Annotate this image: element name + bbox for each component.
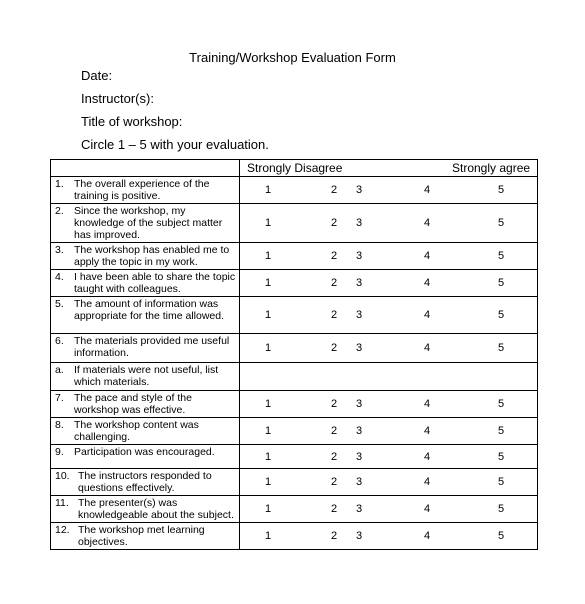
rating-option-5[interactable]: 5 [498,425,505,437]
evaluation-table [50,159,538,550]
question-cell [51,523,240,550]
rating-option-5[interactable]: 5 [498,530,505,542]
question-number: 2. [55,205,64,217]
rating-option-2[interactable]: 2 [331,450,338,463]
rating-option-3[interactable]: 3 [356,250,363,262]
question-cell [51,496,240,523]
rating-option-1[interactable]: 1 [265,503,272,515]
rating-option-3[interactable]: 3 [356,277,363,289]
strongly-disagree-label: Strongly Disagree [247,161,343,175]
rating-option-5[interactable]: 5 [498,450,505,463]
table-row [51,270,538,297]
table-row [51,445,538,469]
rating-option-4[interactable]: 4 [424,342,431,354]
question-number: 9. [55,446,64,458]
header-scale-cell [240,160,538,177]
rating-option-4[interactable]: 4 [424,184,431,196]
rating-option-3[interactable]: 3 [356,309,363,321]
question-cell [51,270,240,297]
table-row [51,418,538,445]
rating-cell[interactable] [240,243,538,270]
table-row [51,363,538,391]
rating-option-4[interactable]: 4 [424,250,431,262]
question-text: The presenter(s) was knowledgeable about the subject. [78,497,234,521]
rating-option-1[interactable]: 1 [265,425,272,437]
rating-cell[interactable] [240,523,538,550]
rating-cell[interactable] [240,496,538,523]
rating-cell[interactable] [240,270,538,297]
rating-option-3[interactable]: 3 [356,503,363,515]
rating-option-5[interactable]: 5 [498,184,505,196]
rating-option-4[interactable]: 4 [424,277,431,289]
rating-option-1[interactable]: 1 [265,530,272,542]
rating-option-2[interactable]: 2 [331,342,338,354]
table-row [51,243,538,270]
table-row [51,496,538,523]
rating-option-1[interactable]: 1 [265,250,272,262]
question-text: The overall experience of the training is positive. [74,178,210,202]
rating-option-3[interactable]: 3 [356,476,363,488]
rating-option-4[interactable]: 4 [424,530,431,542]
rating-option-3[interactable]: 3 [356,184,363,196]
rating-cell[interactable] [240,297,538,334]
question-number: 6. [55,335,64,347]
question-number: 7. [55,392,64,404]
question-cell [51,243,240,270]
rating-cell[interactable] [240,391,538,418]
question-cell [51,391,240,418]
question-number: 11. [55,497,69,509]
instruction-text: Circle 1 – 5 with your evaluation. [81,137,269,152]
question-cell [51,469,240,496]
header-blank-cell [51,160,240,177]
rating-option-5[interactable]: 5 [498,277,505,289]
question-cell [51,418,240,445]
rating-cell[interactable] [240,204,538,243]
rating-option-2[interactable]: 2 [331,530,338,542]
question-text: The materials provided me useful information. [74,335,230,359]
table-row [51,204,538,243]
question-cell [51,363,240,391]
rating-option-3[interactable]: 3 [356,398,363,410]
rating-option-2[interactable]: 2 [331,184,338,196]
rating-option-2[interactable]: 2 [331,425,338,437]
question-number: 4. [55,271,64,283]
rating-option-1[interactable]: 1 [265,217,272,229]
rating-option-1[interactable]: 1 [265,309,272,321]
rating-option-5[interactable]: 5 [498,217,505,229]
instructor-label: Instructor(s): [81,91,154,106]
question-text: The workshop content was challenging. [74,419,199,443]
table-row [51,297,538,334]
question-text: If materials were not useful, list which materials. [74,364,219,388]
question-number: 5. [55,298,64,310]
table-row [51,469,538,496]
rating-option-5[interactable]: 5 [498,398,505,410]
question-number: 3. [55,244,64,256]
rating-option-4[interactable]: 4 [424,503,431,515]
rating-option-2[interactable]: 2 [331,476,338,488]
rating-option-3[interactable]: 3 [356,450,363,463]
table-row [51,523,538,550]
question-text: Participation was encouraged. [74,446,215,458]
rating-option-5[interactable]: 5 [498,250,505,262]
question-cell [51,445,240,469]
rating-option-4[interactable]: 4 [424,450,431,463]
rating-option-2[interactable]: 2 [331,277,338,289]
question-text: The amount of information was appropriate for the time allowed. [74,298,224,322]
workshop-title-label: Title of workshop: [81,114,183,129]
rating-option-3[interactable]: 3 [356,342,363,354]
rating-option-4[interactable]: 4 [424,398,431,410]
rating-option-1[interactable]: 1 [265,476,272,488]
form-title: Training/Workshop Evaluation Form [189,50,396,65]
rating-option-5[interactable]: 5 [498,309,505,321]
table-header-row [51,160,538,177]
rating-option-5[interactable]: 5 [498,476,505,488]
rating-cell[interactable] [240,177,538,204]
rating-option-1[interactable]: 1 [265,342,272,354]
rating-option-3[interactable]: 3 [356,425,363,437]
rating-option-4[interactable]: 4 [424,309,431,321]
question-number: 1. [55,178,64,190]
rating-option-1[interactable]: 1 [265,450,272,463]
rating-cell[interactable] [240,334,538,363]
question-cell [51,204,240,243]
rating-cell [240,363,538,391]
table-row [51,391,538,418]
rating-option-2[interactable]: 2 [331,503,338,515]
question-cell [51,177,240,204]
rating-option-5[interactable]: 5 [498,342,505,354]
question-text: The instructors responded to questions effectively. [78,470,212,494]
question-text: The workshop has enabled me to apply the topic in my work. [74,244,230,268]
rating-option-1[interactable]: 1 [265,184,272,196]
rating-option-3[interactable]: 3 [356,217,363,229]
date-label: Date: [81,68,113,83]
rating-option-1[interactable]: 1 [265,398,272,410]
question-text: The pace and style of the workshop was effective. [74,392,192,416]
question-number: 12. [55,524,70,536]
question-number: a. [55,364,64,376]
rating-option-4[interactable]: 4 [424,476,431,488]
table-row [51,177,538,204]
question-text: The workshop met learning objectives. [78,524,205,548]
question-cell [51,297,240,334]
rating-option-2[interactable]: 2 [331,217,338,229]
table-row [51,334,538,363]
rating-cell[interactable] [240,418,538,445]
rating-cell[interactable] [240,469,538,496]
question-number: 8. [55,419,64,431]
question-cell [51,334,240,363]
rating-option-1[interactable]: 1 [265,277,272,289]
strongly-agree-label: Strongly agree [452,161,531,175]
rating-option-2[interactable]: 2 [331,309,338,321]
rating-option-5[interactable]: 5 [498,503,505,515]
rating-option-4[interactable]: 4 [424,425,431,437]
question-text: Since the workshop, my knowledge of the subject matter has improved. [74,205,223,241]
rating-option-2[interactable]: 2 [331,250,338,262]
question-number: 10. [55,470,70,482]
rating-option-2[interactable]: 2 [331,398,338,410]
rating-cell[interactable] [240,445,538,469]
rating-option-4[interactable]: 4 [424,217,431,229]
question-text: I have been able to share the topic taught with colleagues. [74,271,236,295]
rating-option-3[interactable]: 3 [356,530,363,542]
